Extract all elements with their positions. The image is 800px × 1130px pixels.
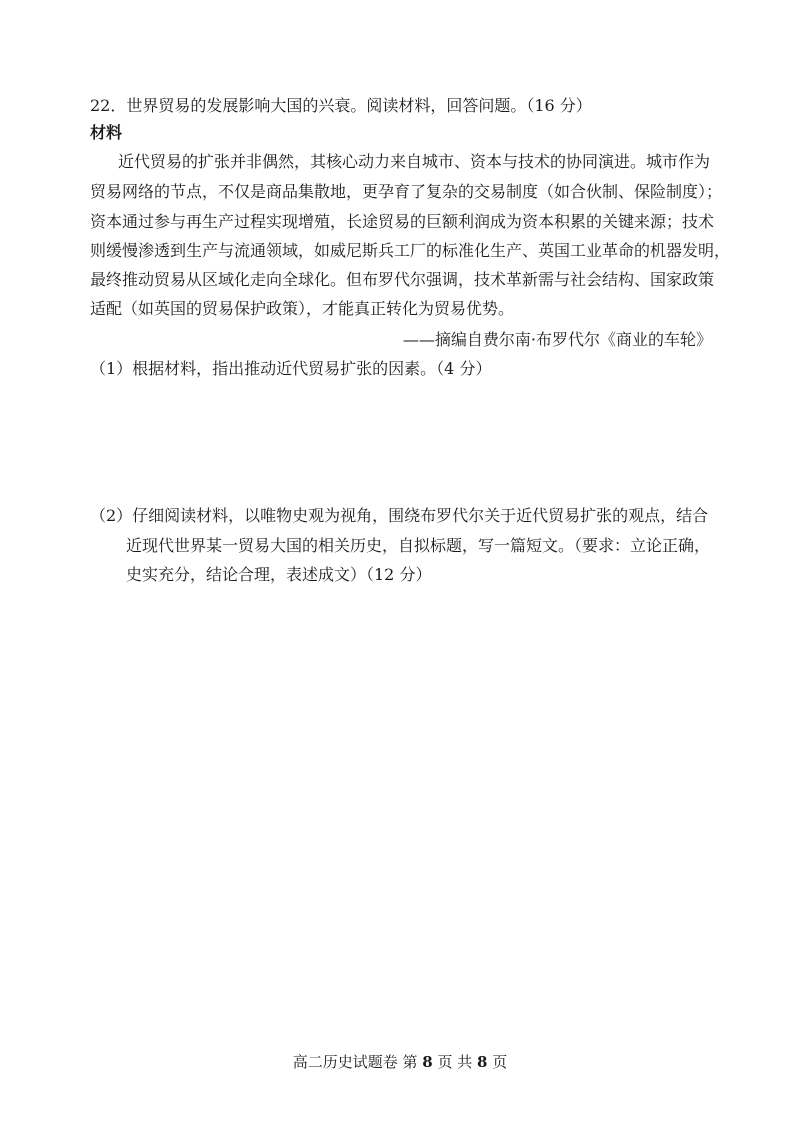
question-title: 22．世界贸易的发展影响大国的兴衰。阅读材料，回答问题。（16 分） [90,96,592,115]
footer-total-pages: 8 [477,1053,488,1071]
material-source: ——摘编自费尔南·布罗代尔《商业的车轮》 [402,330,712,349]
material-line: 贸易网络的节点，不仅是商品集散地，更孕育了复杂的交易制度（如合伙制、保险制度）； [90,182,723,201]
material-line: 近代贸易的扩张并非偶然，其核心动力来自城市、资本与技术的协同演进。城市作为 [118,152,711,171]
page-footer [0,1052,800,1072]
footer-middle: 页 共 [432,1053,478,1071]
footer-suffix: 页 [487,1053,508,1071]
footer-page-number: 8 [422,1053,433,1071]
material-line: 适配（如英国的贸易保护政策），才能真正转化为贸易优势。 [90,299,515,318]
subquestion-2-line: 史实充分，结论合理，表述成文）（12 分） [126,565,432,584]
subquestion-2-line: 近现代世界某一贸易大国的相关历史，自拟标题，写一篇短文。（要求：立论正确， [126,536,711,555]
material-line: 则缓慢渗透到生产与流通领域，如威尼斯兵工厂的标准化生产、英国工业革命的机器发明， [90,241,731,260]
subquestion-2-line: （2）仔细阅读材料，以唯物史观为视角，围绕布罗代尔关于近代贸易扩张的观点，结合 [90,506,709,525]
material-line: 资本通过参与再生产过程实现增殖，长途贸易的巨额利润成为资本积累的关键来源；技术 [90,212,715,231]
subquestion-1: （1）根据材料，指出推动近代贸易扩张的因素。（4 分） [90,359,492,378]
footer-prefix: 高二历史试题卷 第 [292,1053,423,1071]
material-heading: 材料 [90,123,123,142]
material-line: 最终推动贸易从区域化走向全球化。但布罗代尔强调，技术革新需与社会结构、国家政策 [90,270,715,289]
